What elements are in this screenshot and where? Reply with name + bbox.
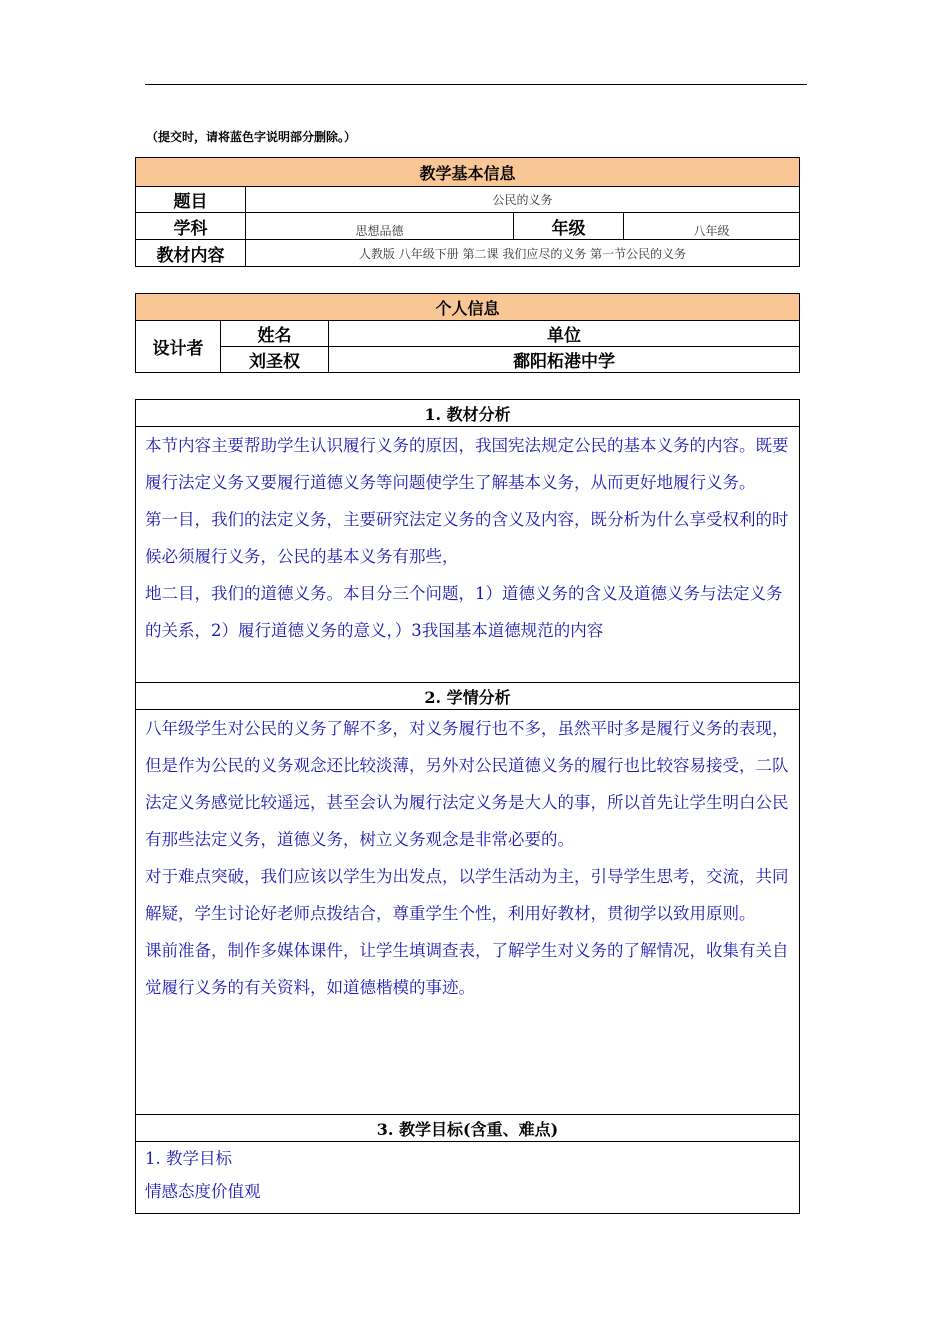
unit-label: 单位	[329, 321, 800, 347]
analysis-table	[135, 399, 800, 1214]
designer-label: 设计者	[136, 321, 221, 373]
section-2-paragraph: 对于难点突破，我们应该以学生为出发点，以学生活动为主，引导学生思考，交流，共同解疑，学生讨论好老师点拨结合，尊重学生个性，利用好教材，贯彻学以致用原则。	[145, 867, 789, 923]
section-3-line: 1. 教学目标	[145, 1149, 232, 1168]
subject-value: 思想品德	[246, 213, 514, 240]
section-1-paragraph: 本节内容主要帮助学生认识履行义务的原因，我国宪法规定公民的基本义务的内容。既要履行法定义务又要履行道德义务等问题使学生了解基本义务，从而更好地履行义务。	[145, 436, 789, 492]
section-2-paragraph: 八年级学生对公民的义务了解不多，对义务履行也不多，虽然平时多是履行义务的表现，但是作为公民的义务观念还比较淡薄，另外对公民道德义务的履行也比较容易接受，二队法定义务感觉比较遥远，甚至会认为履行法定义务是大人的事，所以首先让学生明白公民有那些法定义务，道德义务，树立义务观念是非常必要的。	[145, 719, 789, 849]
section-3-line: 情感态度价值观	[145, 1182, 261, 1201]
topic-value: 公民的义务	[246, 187, 800, 213]
basic-info-header: 教学基本信息	[136, 158, 800, 187]
basic-info-table	[135, 157, 800, 267]
top-rule	[145, 84, 807, 85]
section-1-body	[136, 427, 800, 683]
section-1-paragraph: 第一目，我们的法定义务，主要研究法定义务的含义及内容，既分析为什么享受权利的时候必须履行义务，公民的基本义务有那些，	[145, 510, 789, 566]
name-label: 姓名	[221, 321, 329, 347]
personal-info-table	[135, 293, 800, 373]
grade-label: 年级	[514, 213, 624, 240]
topic-label: 题目	[136, 187, 246, 213]
unit-value: 鄱阳柘港中学	[329, 347, 800, 373]
subject-label: 学科	[136, 213, 246, 240]
section-3-body	[136, 1142, 800, 1214]
section-1-title: 1. 教材分析	[136, 400, 800, 427]
section-2-body	[136, 710, 800, 1115]
section-2-title: 2. 学情分析	[136, 683, 800, 710]
submission-note: （提交时，请将蓝色字说明部分删除。）	[146, 130, 357, 144]
section-1-paragraph: 地二目，我们的道德义务。本目分三个问题，1）道德义务的含义及道德义务与法定义务的关系，2）履行道德义务的意义，）3我国基本道德规范的内容	[145, 584, 783, 640]
material-label: 教材内容	[136, 240, 246, 267]
section-2-paragraph: 课前准备，制作多媒体课件，让学生填调查表，了解学生对义务的了解情况，收集有关自觉履行义务的有关资料，如道德楷模的事迹。	[145, 941, 789, 997]
personal-info-header: 个人信息	[136, 294, 800, 321]
name-value: 刘圣权	[221, 347, 329, 373]
material-value: 人教版 八年级下册 第二课 我们应尽的义务 第一节公民的义务	[246, 240, 800, 267]
grade-value: 八年级	[624, 213, 800, 240]
section-3-title: 3. 教学目标(含重、难点)	[136, 1115, 800, 1142]
